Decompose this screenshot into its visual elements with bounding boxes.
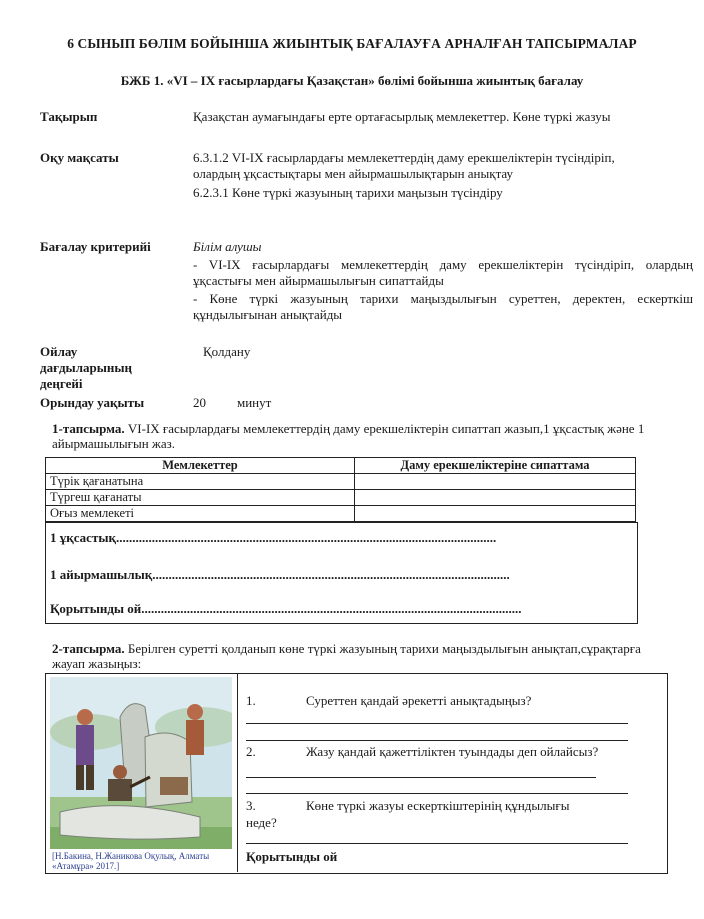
- similarity-line[interactable]: 1 ұқсастық.....................................................................................................................: [50, 530, 497, 545]
- task1-table: [45, 457, 636, 522]
- objectives-label: Оқу мақсаты: [40, 150, 119, 165]
- answer-line-3[interactable]: [246, 843, 628, 844]
- task2-heading: 2-тапсырма.: [52, 641, 125, 656]
- topic-value: Қазақстан аумағындағы ерте ортағасырлық мемлекеттер. Көне түркі жазуы: [193, 109, 611, 124]
- table-row: [46, 506, 636, 522]
- question-1-number: 1.: [246, 693, 256, 708]
- objective-2: 6.2.3.1 Көне түркі жазуының тарихи маңызын түсіндіру: [193, 185, 503, 200]
- time-value: 20: [193, 395, 206, 410]
- objective-1: 6.3.1.2 VI-IX ғасырлардағы мемлекеттердің даму ерекшеліктерін түсіндіріп, олардың ұқсастықтары мен айырмашылықтарын анықтау: [193, 150, 615, 181]
- thinking-value: Қолдану: [203, 344, 251, 359]
- criteria-label: Бағалау критерийі: [40, 239, 151, 254]
- question-2-number: 2.: [246, 744, 256, 759]
- row-label-oguz: Оғыз мемлекеті: [46, 506, 355, 522]
- difference-line[interactable]: 1 айырмашылық..............................................................................................................: [50, 567, 510, 582]
- criteria-intro: Білім алушы: [193, 239, 262, 254]
- thinking-label-1: Ойлау: [40, 344, 78, 359]
- answer-line-1a[interactable]: [246, 723, 628, 724]
- answer-cell-oguz[interactable]: [355, 506, 636, 522]
- image-caption: [Н.Бакина, Н.Жаникова Оқулық, Алматы «Атамұра» 2017.]: [52, 851, 210, 871]
- answer-line-1b[interactable]: [246, 740, 628, 741]
- question-1: [246, 693, 531, 709]
- criteria-item-2: - Көне түркі жазуының тарихи маңыздылығын суреттен, деректен, ескерткіш құндылығынан анықтайды: [193, 291, 693, 322]
- task2-divider: [237, 673, 238, 872]
- question-3: [246, 798, 569, 814]
- thinking-label-2: дағдыларының: [40, 360, 133, 375]
- answer-line-2b[interactable]: [246, 793, 628, 794]
- task2-text: Берілген суретті қолданып көне түркі жазуының тарихи маңыздылығын анықтап,сұрақтарға жауап жазыңыз:: [52, 641, 641, 671]
- question-2-text: Жазу қандай қажеттіліктен туындады деп ойлайсыз?: [306, 744, 599, 759]
- thinking-label-3: деңгейі: [40, 376, 83, 391]
- question-2: [246, 744, 598, 760]
- time-label: Орындау уақыты: [40, 395, 145, 410]
- topic-label: Тақырып: [40, 109, 98, 124]
- task1-conclusion-line[interactable]: Қорытынды ой.....................................................................................................................: [50, 601, 522, 616]
- task2-conclusion[interactable]: Қорытынды ой: [246, 849, 338, 864]
- stone-carving-illustration: [50, 677, 232, 849]
- document-subtitle: БЖБ 1. «VI – IX ғасырлардағы Қазақстан» бөлімі бойынша жиынтық бағалау: [120, 73, 584, 88]
- question-3-number: 3.: [246, 798, 256, 813]
- table-header-features: Даму ерекшеліктеріне сипаттама: [355, 458, 636, 474]
- table-row: [46, 474, 636, 490]
- answer-line-2a[interactable]: [246, 777, 596, 778]
- question-3-text: Көне түркі жазуы ескерткіштерінің құндылығы: [306, 798, 570, 813]
- time-unit: минут: [237, 395, 272, 410]
- table-header-states: Мемлекеттер: [46, 458, 355, 474]
- answer-cell-turgesh[interactable]: [355, 490, 636, 506]
- row-label-turk: Түрік қағанатына: [46, 474, 355, 490]
- task1-heading: 1-тапсырма.: [52, 421, 125, 436]
- answer-cell-turk[interactable]: [355, 474, 636, 490]
- document-title: 6 СЫНЫП БӨЛІМ БОЙЫНША ЖИЫНТЫҚ БАҒАЛАУҒА АРНАЛҒАН ТАПСЫРМАЛАР: [67, 36, 637, 51]
- question-3-continuation: неде?: [246, 815, 277, 830]
- row-label-turgesh: Түргеш қағанаты: [46, 490, 355, 506]
- task2-instruction: [52, 641, 652, 671]
- question-1-text: Суреттен қандай әрекетті анықтадыңыз?: [306, 693, 532, 708]
- task1-instruction: [52, 421, 652, 451]
- criteria-item-1: - VI-IX ғасырлардағы мемлекеттердің даму ерекшеліктерін түсіндіріп, олардың ұқсастығы мен айырмашылығын сипаттайды: [193, 257, 693, 288]
- table-row: [46, 490, 636, 506]
- task1-text: VI-IX ғасырлардағы мемлекеттердің даму ерекшеліктерін сипаттап жазып,1 ұқсастық және 1 айырмашылығын жаз.: [52, 421, 645, 451]
